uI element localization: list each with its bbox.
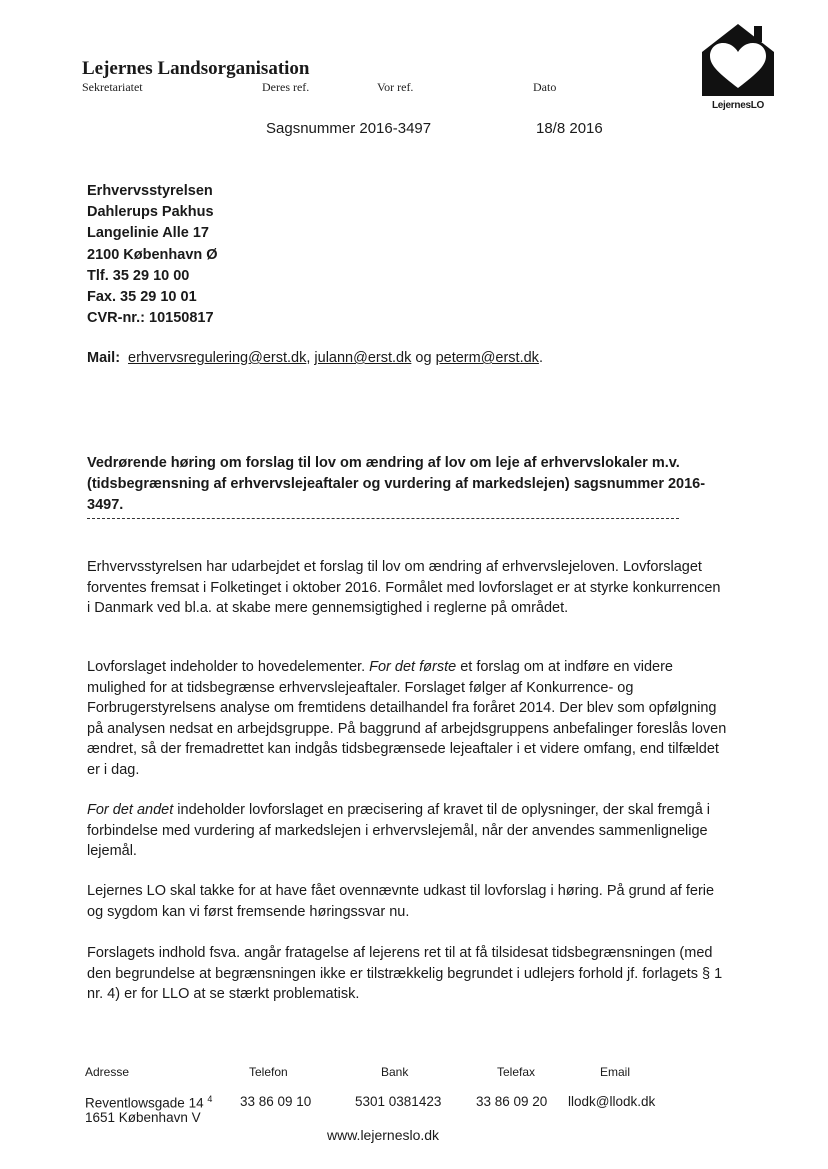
- end-punctuation: .: [538, 350, 543, 366]
- street-text: Reventlowsgade 14: [85, 1095, 204, 1111]
- emphasis-text: For det andet: [87, 802, 174, 818]
- deres-ref-label: Deres ref.: [262, 80, 310, 94]
- body-paragraph-2: [87, 657, 727, 781]
- text-span: indeholder lovforslaget en præcisering af kravet til de oplysninger, der skal fremgå i forbindelse med vurdering af markedslejen i erhvervslejemål, når der anvendes sammenlignelige lejemål.: [87, 802, 711, 860]
- recipient-line: Fax. 35 29 10 01: [87, 289, 197, 306]
- recipient-line: 2100 København Ø: [87, 246, 218, 263]
- footer-adresse-label: Adresse: [85, 1065, 130, 1079]
- footer-phone: 33 86 09 10: [240, 1094, 312, 1109]
- paragraph-text: Forslagets indhold fsva. angår fratagelse af lejerens ret til at få tilsidesat tidsbegrænsningen (med den begrundelse at begrænsningen ikke er tilstrækkelig begrundet i udlejers forhold jf. forlagets § 1 nr. 4) er for LLO at se stærkt problematisk.: [87, 945, 723, 1003]
- dashed-divider: [87, 518, 679, 519]
- body-paragraph-3: [87, 800, 727, 862]
- paragraph-text: Erhvervsstyrelsen har udarbejdet et forslag til lov om ændring af erhvervslejeloven. Lovforslaget forventes fremsat i Folketinget i oktober 2016. Formålet med lovforslaget er at styrke konkurrencen i Danmark ved bl.a. at skabe mere gennemsigtighed i reglerne på området.: [87, 559, 721, 617]
- case-number: Sagsnummer 2016-3497: [266, 120, 432, 137]
- house-heart-icon: [700, 22, 776, 102]
- org-name: Lejernes Landsorganisation: [82, 58, 310, 79]
- paragraph-text: [87, 800, 727, 862]
- footer-fax: 33 86 09 20: [476, 1094, 548, 1109]
- subject-heading: Vedrørende høring om forslag til lov om ændring af lov om leje af erhvervslokaler m.v. (tidsbegrænsning af erhvervslejeaftaler og vurdering af markedslejen) sagsnummer 2016-3497.: [87, 455, 706, 513]
- footer-website-link[interactable]: www.lejerneslo.dk: [327, 1127, 440, 1143]
- mail-line: [87, 350, 543, 366]
- connector-text: og: [415, 350, 432, 366]
- footer-bank-label: Bank: [381, 1065, 409, 1079]
- email-link-erhvervsregulering[interactable]: erhvervsregulering@erst.dk: [128, 350, 307, 366]
- paragraph-text: [87, 657, 727, 781]
- footer-telefax-label: Telefax: [497, 1065, 536, 1079]
- letter-date: 18/8 2016: [536, 120, 603, 137]
- body-paragraph-4: [87, 881, 727, 922]
- footer-city: 1651 København V: [85, 1110, 201, 1125]
- body-paragraph-1: [87, 557, 727, 619]
- paragraph-text: Lejernes LO skal takke for at have fået ovennævnte udkast til lovforslag i høring. På grund af ferie og sygdom kan vi først fremsende høringssvar nu.: [87, 883, 715, 920]
- logo-text: LejernesLO: [711, 100, 765, 111]
- lejernes-lo-logo: [700, 22, 776, 114]
- text-span: Lovforslaget indeholder to hovedelementer.: [87, 659, 370, 675]
- recipient-block: [87, 181, 218, 329]
- dept-label: Sekretariatet: [82, 80, 143, 94]
- body-paragraph-5: [87, 943, 727, 1005]
- recipient-line: Erhvervsstyrelsen: [87, 183, 213, 199]
- footer-bank-account: 5301 0381423: [355, 1094, 442, 1109]
- email-link-julann[interactable]: julann@erst.dk: [314, 350, 412, 366]
- recipient-line: Dahlerups Pakhus: [87, 204, 214, 221]
- mail-label: Mail:: [87, 350, 121, 366]
- emphasis-text: For det første: [369, 659, 457, 675]
- street-superscript: 4: [207, 1094, 213, 1104]
- recipient-line: Langelinie Alle 17: [87, 225, 209, 242]
- separator: ,: [306, 350, 311, 366]
- recipient-line: Tlf. 35 29 10 00: [87, 267, 190, 284]
- footer-street: [85, 1094, 212, 1111]
- footer-email-label: Email: [600, 1065, 631, 1079]
- footer-email-link[interactable]: llodk@llodk.dk: [568, 1094, 656, 1109]
- email-link-peterm[interactable]: peterm@erst.dk: [435, 350, 539, 366]
- vor-ref-label: Vor ref.: [377, 80, 414, 94]
- recipient-line: CVR-nr.: 10150817: [87, 310, 214, 327]
- text-span: et forslag om at indføre en videre mulighed for at tidsbegrænse erhvervslejeaftaler. Forslaget følger af Konkurrence- og Forbrugerstyrelsens analyse om fremtidens detailhandel fra foråret 2014. Der blev som opfølgning på analysen nedsat en arbejdsgruppe. På baggrund af arbejdsgruppens anbefalinger foreslås loven ændret, så der fremadrettet kan indgås tidsbegrænsede lejeaftaler i et videre omfang, end tilfældet er i dag.: [87, 659, 727, 778]
- dato-label: Dato: [533, 80, 557, 94]
- footer-telefon-label: Telefon: [249, 1065, 288, 1079]
